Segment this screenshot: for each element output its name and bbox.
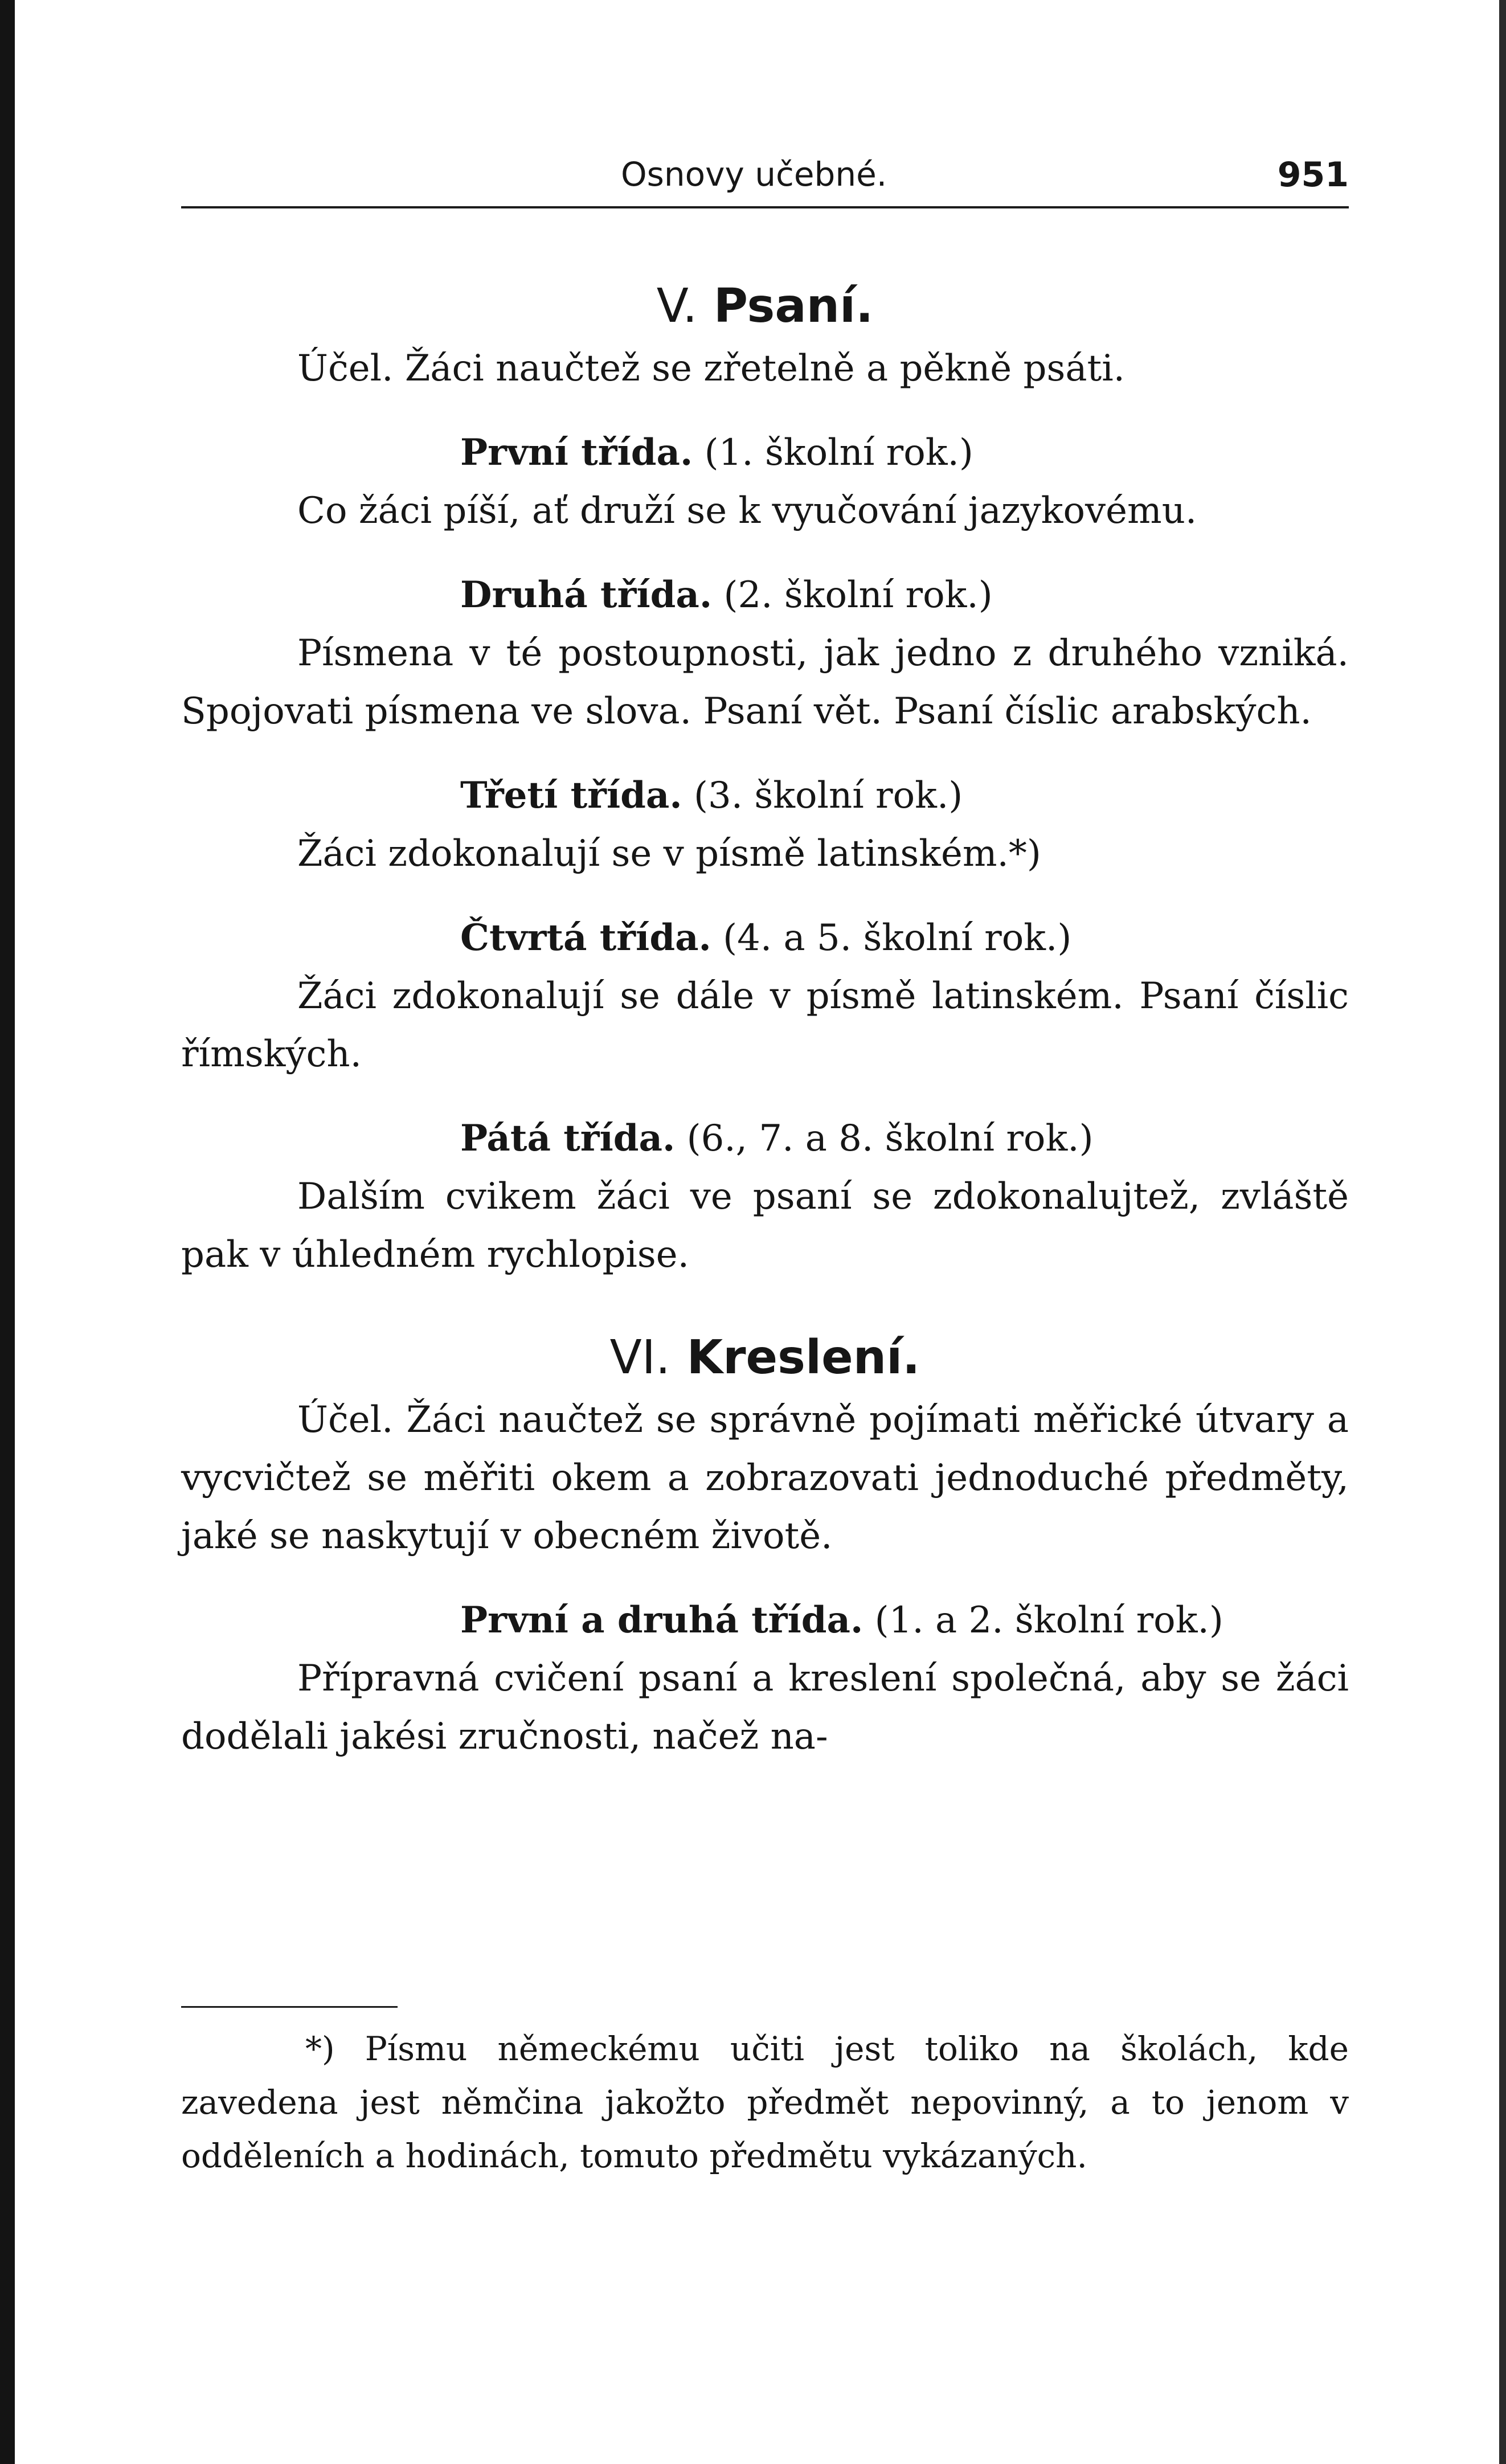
running-header-title: Osnovy učebné. (621, 155, 887, 194)
grade-title: Druhá třída. (460, 574, 713, 616)
grade-title: Čtvrtá třída. (460, 916, 711, 959)
grade-heading (181, 1110, 1349, 1168)
section-number: VI. (609, 1331, 670, 1385)
grade-heading (181, 566, 1349, 624)
grade-years: (2. školní rok.) (723, 574, 993, 616)
page-number: 951 (1277, 155, 1349, 195)
footnote-rule (181, 2006, 398, 2008)
grade-paragraph: Žáci zdokonalují se v písmě latinském.*) (297, 833, 1041, 875)
purpose-paragraph: Účel. Žáci naučtež se správně pojímati měřické útvary a vycvičtež se měřiti okem a zobrazovati jednoduché předměty, jaké se naskytují v obecném životě. (181, 1399, 1349, 1557)
scan-right-edge (1499, 0, 1506, 2464)
grade-paragraph: Žáci zdokonalují se dále v písmě latinském. Psaní číslic římských. (181, 975, 1349, 1075)
section-heading-kresleni (181, 1325, 1349, 1391)
grade-paragraph: Co žáci píší, ať druží se k vyučování jazykovému. (297, 490, 1197, 532)
section-title: Kreslení. (686, 1331, 920, 1385)
grade-title: První třída. (460, 431, 693, 474)
grade-years: (4. a 5. školní rok.) (723, 917, 1072, 959)
running-header (181, 155, 1349, 212)
section-heading-psani (181, 273, 1349, 339)
grade-years: (1. školní rok.) (704, 432, 973, 474)
header-rule (181, 206, 1349, 208)
spacer (181, 1565, 1349, 1591)
spacer (181, 1284, 1349, 1325)
grade-heading (181, 767, 1349, 825)
section-number: V. (656, 279, 698, 333)
spacer (181, 883, 1349, 909)
grade-heading (181, 424, 1349, 482)
grade-title: Pátá třída. (460, 1117, 676, 1160)
section-title: Psaní. (713, 279, 874, 333)
grade-title: První a druhá třída. (460, 1599, 864, 1642)
grade-heading (181, 1591, 1349, 1650)
grade-paragraph: Písmena v té postoupnosti, jak jedno z druhého vzniká. Spojovati písmena ve slova. Psaní vět. Psaní číslic arabských. (181, 632, 1349, 732)
grade-years: (6., 7. a 8. školní rok.) (686, 1118, 1094, 1160)
spacer (181, 398, 1349, 424)
spacer (181, 1083, 1349, 1110)
grade-years: (1. a 2. školní rok.) (874, 1599, 1223, 1642)
grade-heading (181, 909, 1349, 967)
spacer (181, 740, 1349, 767)
grade-years: (3. školní rok.) (694, 775, 963, 817)
grade-paragraph: Dalším cvikem žáci ve psaní se zdokonalujtež, zvláště pak v úhledném rychlopise. (181, 1176, 1349, 1276)
text-flow (181, 273, 1349, 1766)
scan-left-edge (0, 0, 15, 2464)
grade-paragraph: Přípravná cvičení psaní a kreslení společná, aby se žáci dodělali jakési zručnosti, načež na- (181, 1657, 1349, 1758)
footnote: *) Písmu německému učiti jest toliko na školách, kde zavedena jest němčina jakožto předmět nepovinný, a to jenom v odděleních a hodinách, tomuto předmětu vykázaných. (181, 2029, 1349, 2175)
grade-title: Třetí třída. (460, 774, 682, 817)
purpose-paragraph: Účel. Žáci naučtež se zřetelně a pěkně psáti. (297, 347, 1125, 390)
spacer (181, 540, 1349, 566)
